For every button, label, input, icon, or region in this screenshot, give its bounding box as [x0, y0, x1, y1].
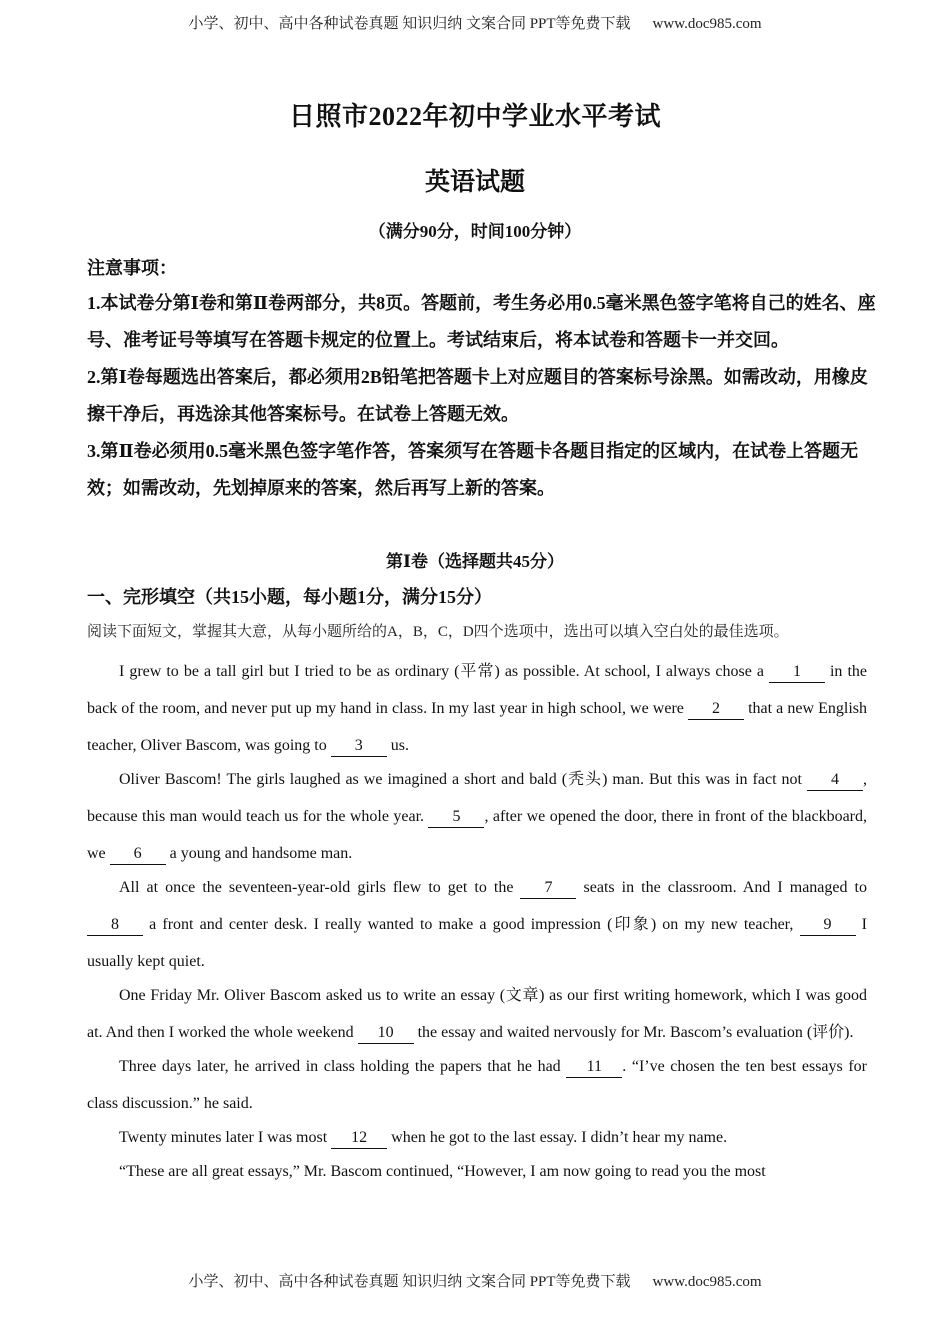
blank-11: 11: [566, 1057, 622, 1078]
blank-10: 10: [358, 1023, 414, 1044]
instruction: 阅读下面短文，掌握其大意，从每小题所给的A，B，C，D四个选项中，选出可以填入空白处的最佳选项。: [87, 624, 789, 640]
passage-text: seats in the classroom. And I managed to: [576, 879, 867, 896]
passage-paragraph-4: [87, 977, 867, 1051]
passage-text: All at once the seventeen-year-old girls flew to get to the: [119, 879, 521, 896]
footer-site: www.doc985.com: [652, 1274, 762, 1290]
passage-text: “These are all great essays,” Mr. Bascom continued, “However, I am now going to read you the most: [119, 1163, 766, 1180]
part-title: 一、完形填空（共15小题，每小题1分，满分15分）: [87, 587, 492, 607]
passage-text: when he got to the last essay. I didn’t hear my name.: [387, 1129, 728, 1146]
note-item-3: 3.第Ⅱ卷必须用0.5毫米黑色签字笔作答，答案须写在答题卡各题目指定的区域内，在试卷上答题无效；如需改动，先划掉原来的答案，然后再写上新的答案。: [87, 441, 859, 498]
blank-8: 8: [87, 915, 143, 936]
passage-text: , after we opened the door, there in front of the blackboard, we: [87, 808, 868, 862]
passage-text: One Friday Mr. Oliver Bascom asked us to write an essay (文章) as our first writing homework, which I was good at. And then I worked the whole weekend: [87, 987, 867, 1041]
passage-text: . “I’ve chosen the ten best essays for class discussion.” he said.: [87, 1058, 867, 1112]
passage-text: Twenty minutes later I was most: [119, 1129, 332, 1146]
blank-5: 5: [428, 807, 484, 828]
page-header: [0, 12, 950, 33]
passage-paragraph-7: [87, 1153, 867, 1190]
footer-text: 小学、初中、高中各种试卷真题 知识归纳 文案合同 PPT等免费下载: [188, 1274, 631, 1290]
blank-2: 2: [688, 699, 744, 720]
passage-text: in the back of the room, and never put up my hand in class. In my last year in high school, we were: [87, 663, 867, 717]
passage-text: that a new English teacher, Oliver Bascom, was going to: [87, 700, 868, 754]
blank-3: 3: [331, 736, 387, 757]
note-item-1: 1.本试卷分第Ⅰ卷和第Ⅱ卷两部分，共8页。答题前，考生务必用0.5毫米黑色签字笔将自己的姓名、座号、准考证号等填写在答题卡规定的位置上。考试结束后，将本试卷和答题卡一并交回。: [87, 293, 876, 350]
passage-text: a front and center desk. I really wanted to make a good impression (印象) on my new teacher,: [143, 916, 800, 933]
header-text: 小学、初中、高中各种试卷真题 知识归纳 文案合同 PPT等免费下载: [188, 16, 631, 32]
blank-1: 1: [769, 662, 825, 683]
passage-text: Oliver Bascom! The girls laughed as we imagined a short and bald (秃头) man. But this was in fact not: [119, 771, 807, 788]
score-info: （满分90分，时间100分钟）: [368, 222, 582, 241]
passage-text: I grew to be a tall girl but I tried to be as ordinary (平常) as possible. At school, I always chose a: [119, 663, 769, 680]
notes-section: [87, 254, 877, 507]
passage-paragraph-1: [87, 653, 867, 764]
passage-text: a young and handsome man.: [165, 845, 353, 862]
passage-paragraph-2: [87, 761, 867, 872]
exam-title: 日照市2022年初中学业水平考试: [288, 102, 661, 131]
blank-9: 9: [800, 915, 856, 936]
exam-subtitle: 英语试题: [424, 169, 525, 196]
blank-7: 7: [520, 878, 576, 899]
blank-4: 4: [807, 770, 863, 791]
passage-text: us.: [386, 737, 409, 754]
blank-6: 6: [110, 844, 166, 865]
blank-12: 12: [331, 1128, 387, 1149]
note-item-2: 2.第Ⅰ卷每题选出答案后，都必须用2B铅笔把答题卡上对应题目的答案标号涂黑。如需改动，用橡皮擦干净后，再选涂其他答案标号。在试卷上答题无效。: [87, 367, 868, 424]
notes-heading: 注意事项：: [87, 258, 177, 278]
passage-text: , because this man would teach us for the whole year.: [87, 771, 867, 825]
passage-paragraph-3: [87, 869, 867, 980]
cloze-passage: [87, 653, 867, 1187]
passage-paragraph-5: [87, 1048, 867, 1122]
passage-text: I usually kept quiet.: [87, 916, 867, 970]
passage-text: Three days later, he arrived in class holding the papers that he had: [119, 1058, 567, 1075]
passage-paragraph-6: [87, 1119, 867, 1156]
header-site: www.doc985.com: [652, 16, 762, 32]
section-title: 第Ⅰ卷（选择题共45分）: [386, 552, 564, 571]
passage-text: the essay and waited nervously for Mr. Bascom’s evaluation (评价).: [413, 1024, 854, 1041]
page-footer: [0, 1270, 950, 1291]
